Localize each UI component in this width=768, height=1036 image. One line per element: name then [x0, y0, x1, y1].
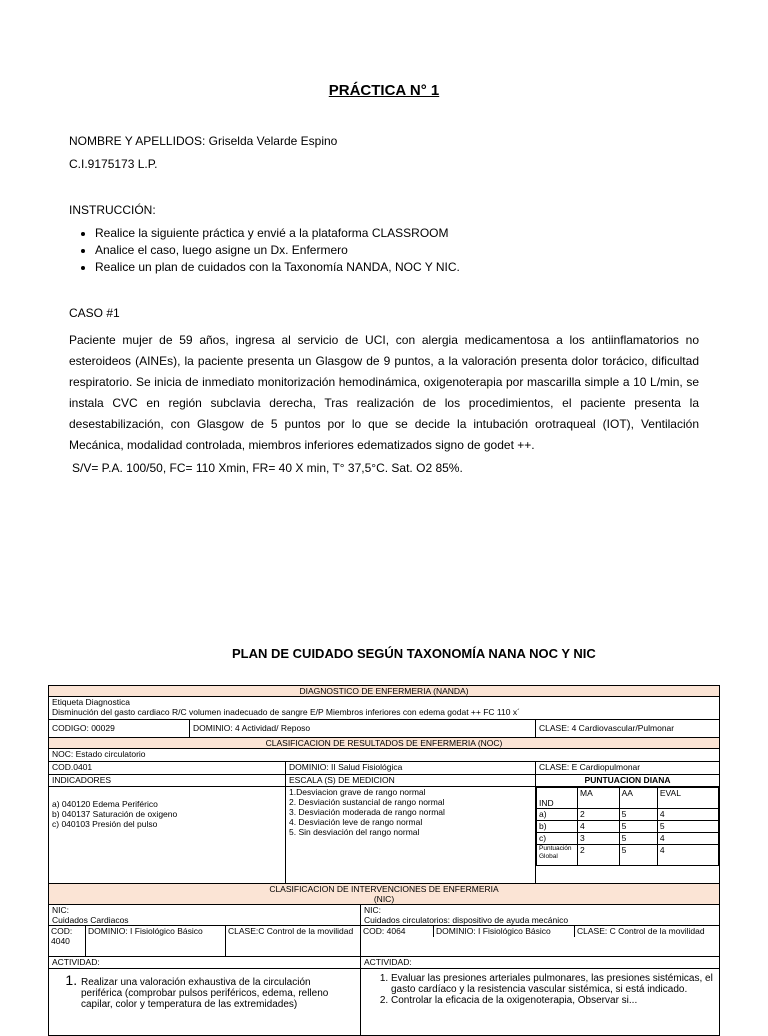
- care-plan-title: PLAN DE CUIDADO SEGÚN TAXONOMÍA NANA NOC Y NIC: [232, 646, 596, 661]
- target-score-label: PUNTUACION DIANA: [536, 775, 720, 787]
- noc-domain: DOMINIO: II Salud Fisiológica: [286, 762, 536, 775]
- activity2-label: ACTIVIDAD:: [361, 957, 720, 969]
- nic1-cell: [49, 905, 361, 926]
- nic1-code: COD: 4040: [49, 926, 86, 956]
- scale-item: 5. Sin desviación del rango normal: [289, 827, 420, 837]
- score-cell: 5: [619, 821, 657, 833]
- nic2-cell: [361, 905, 720, 926]
- score-cell: 5: [619, 809, 657, 821]
- indicator-item: a) 040120 Edema Periférico: [52, 799, 158, 809]
- indicator-item: c) 040103 Presión del pulso: [52, 819, 158, 829]
- score-cell: 4: [657, 833, 718, 845]
- nic1-name: Cuidados Cardiacos: [52, 915, 129, 925]
- score-cell: b): [537, 821, 578, 833]
- nic2-domain: DOMINIO: I Fisiológico Básico: [434, 926, 575, 937]
- score-cell: 4: [578, 821, 620, 833]
- diagnostic-label: Etiqueta Diagnostica: [52, 697, 130, 707]
- nic1-meta: [49, 926, 360, 956]
- activity1-list: [49, 969, 361, 1036]
- indicators-list: [49, 787, 286, 884]
- activity2-list: [361, 969, 720, 1036]
- score-header: MA: [578, 788, 620, 809]
- nic2-label: NIC:: [364, 905, 381, 915]
- score-cell: 5: [619, 833, 657, 845]
- nic2-code: COD: 4064: [361, 926, 434, 937]
- instruction-list: [69, 226, 460, 277]
- nic-header: [49, 884, 720, 905]
- score-cell: 4: [657, 809, 718, 821]
- activity2-item: 1. Evaluar las presiones arteriales pulmonares, las presiones sistémicas, el gasto cardíaco y la resistencia vascular sistémica, si está indicado.: [391, 973, 713, 995]
- activity1-item: 1. Realizar una valoración exhaustiva de la circulación periférica (comprobar pulsos periféricos, edema, relleno capilar, color y temperatura de las extremidades): [81, 975, 354, 1010]
- instruction-item: • Realice un plan de cuidados con la Taxonomía NANDA, NOC Y NIC.: [95, 260, 460, 274]
- nic2-name: Cuidados circulatorios: dispositivo de ayuda mecánico: [364, 915, 569, 925]
- noc-name: NOC: Estado circulatorio: [49, 749, 720, 762]
- noc-class: CLASE: E Cardiopulmonar: [536, 762, 720, 775]
- score-cell: 5: [657, 821, 718, 833]
- scale-item: 4. Desviación leve de rango normal: [289, 817, 423, 827]
- scale-list: [286, 787, 536, 884]
- nanda-domain: DOMINIO: 4 Actividad/ Reposo: [190, 720, 536, 738]
- nic1-class: CLASE:C Control de la movilidad: [226, 926, 361, 956]
- instruction-label: INSTRUCCIÓN:: [69, 203, 156, 217]
- nic1-domain: DOMINIO: I Fisiológico Básico: [86, 926, 226, 956]
- activity1-label: ACTIVIDAD:: [49, 957, 361, 969]
- case-label: CASO #1: [69, 306, 120, 320]
- nanda-code: CODIGO: 00029: [49, 720, 190, 738]
- scale-item: 1.Desviacion grave de rango normal: [289, 787, 426, 797]
- nic1-label: NIC:: [52, 905, 69, 915]
- score-cell: 2: [578, 809, 620, 821]
- nic2-class: CLASE: C Control de la movilidad: [575, 926, 720, 937]
- score-cell: a): [537, 809, 578, 821]
- student-name: NOMBRE Y APELLIDOS: Griselda Velarde Espino: [69, 134, 338, 148]
- case-description: Paciente mujer de 59 años, ingresa al servicio de UCI, con alergia medicamentosa a los antiinflamatorios no esteroideos (AINEs), la paciente presenta un Glasgow de 9 puntos, a la valoración presenta dolor torácico, dificultad respiratorio. Se inicia de inmediato monitorización hemodinámica, oxigenoterapia por mascarilla simple a 10 L/min, se instala CVC en región subclavia derecha, Tras realización de los procedimientos, el paciente presenta la desestabilización, con Glasgow de 5 puntos por lo que se decide la intubación orotraqueal (IOT), Ventilación Mecánica, modalidad controlada, miembros inferiores edematizados signo de godet ++.: [69, 333, 699, 452]
- page-title: PRÁCTICA N° 1: [328, 82, 440, 99]
- score-header: IND: [537, 788, 578, 809]
- instruction-item: • Analice el caso, luego asigne un Dx. Enfermero: [95, 243, 460, 257]
- nic-header-line1: CLASIFICACION DE INTERVENCIONES DE ENFERMERIA: [269, 884, 499, 894]
- care-plan-table: [48, 685, 720, 1036]
- score-cell: c): [537, 833, 578, 845]
- activity2-item: 2. Controlar la eficacia de la oxigenoterapia, Observar si...: [391, 995, 713, 1006]
- score-table: [536, 787, 719, 866]
- scale-label: ESCALA (S) DE MEDICION: [286, 775, 536, 787]
- nic-header-line2: (NIC): [373, 894, 395, 904]
- noc-code: COD.0401: [49, 762, 286, 775]
- vital-signs: S/V= P.A. 100/50, FC= 110 Xmin, FR= 40 X min, T° 37,5°C. Sat. O2 85%.: [72, 461, 463, 475]
- score-cell: 3: [578, 833, 620, 845]
- score-cell: Puntuación Global: [537, 845, 578, 866]
- score-cell: 4: [657, 845, 718, 866]
- score-header: EVAL: [657, 788, 718, 809]
- student-id: C.I.9175173 L.P.: [69, 157, 158, 171]
- indicator-item: b) 040137 Saturación de oxigeno: [52, 809, 178, 819]
- instruction-item: • Realice la siguiente práctica y envié a la plataforma CLASSROOM: [95, 226, 460, 240]
- scale-item: 2. Desviación sustancial de rango normal: [289, 797, 445, 807]
- indicators-label: INDICADORES: [49, 775, 286, 787]
- nanda-class: CLASE: 4 Cardiovascular/Pulmonar: [536, 720, 720, 738]
- noc-header: CLASIFICACION DE RESULTADOS DE ENFERMERIA (NOC): [49, 738, 720, 749]
- nanda-header: DIAGNOSTICO DE ENFERMERIA (NANDA): [49, 686, 720, 697]
- scale-item: 3. Desviación moderada de rango normal: [289, 807, 445, 817]
- nic2-meta: [361, 926, 719, 937]
- score-cell: 5: [619, 845, 657, 866]
- diagnostic-text: Disminución del gasto cardiaco R/C volumen inadecuado de sangre E/P Miembros inferiores con edema godat ++ FC 110 x´: [52, 707, 520, 717]
- score-header: AA: [619, 788, 657, 809]
- score-cell: 2: [578, 845, 620, 866]
